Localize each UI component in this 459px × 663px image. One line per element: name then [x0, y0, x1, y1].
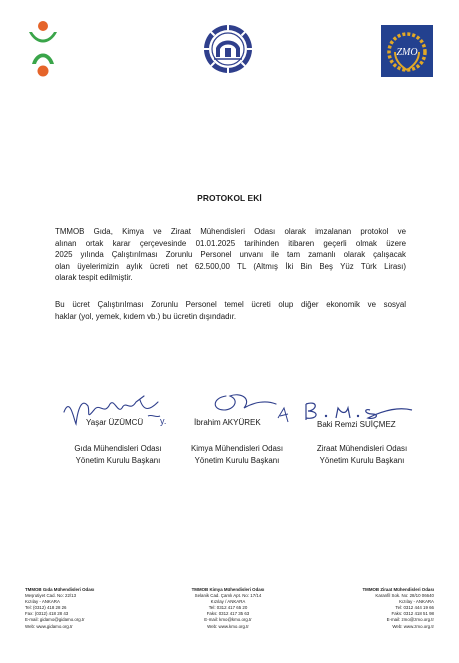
signatory-title-line: Yönetim Kurulu Başkanı	[194, 455, 280, 465]
signatory-title-line: Kimya Mühendisleri Odası	[190, 444, 284, 453]
signatory-name-2: İbrahim AKYÜREK	[194, 418, 261, 427]
footer-line: Selanik Cad. Çamlı Apt. No: 17/14	[194, 593, 262, 599]
paragraph-line: 2025 yılında Çalıştırılması Zorunlu Personel unvanı ile tam zamanlı olarak çalışacak	[55, 250, 406, 260]
footer-gida-contact	[25, 587, 94, 630]
paragraph-line: alınan ortak karar çerçevesinde 01.01.2025 tarihinden itibaren geçerli olmak üzere	[55, 238, 406, 248]
footer-line: Kızılay - ANKARA	[399, 599, 434, 605]
paragraph-2	[55, 299, 406, 322]
footer-line: Web: www.kmo.org.tr	[207, 623, 249, 629]
footer-org-name: Kimya Mühendisleri Odası	[209, 587, 265, 592]
footer-org-name: Gıda Mühendisleri Odası	[42, 587, 95, 592]
footer-ziraat-contact	[300, 587, 434, 630]
footer-line: Meşrutiyet Cad. No: 22/13	[25, 593, 77, 599]
zmo-logo-text: ZMO	[396, 47, 418, 58]
signatory-title-2	[171, 443, 303, 466]
signature-initial-1: y.	[160, 416, 167, 426]
footer-line: Kızılay - ANKARA	[25, 599, 60, 605]
footer-line: Web: www.gidamo.org.tr	[25, 623, 73, 629]
footer-line: Faks: 0312 418 51 98	[391, 611, 434, 617]
footer-org-name: Ziraat Mühendisleri Odası	[380, 587, 434, 592]
paragraph-line: Bu ücret Çalıştırılması Zorunlu Personel temel ücreti olup diğer ekonomik ve sosyal	[55, 300, 406, 309]
paragraph-line: olarak tespit edilmiştir.	[55, 273, 133, 283]
footer-line: Fax: (0312) 418 28 43	[25, 611, 69, 617]
signatory-title-1	[52, 443, 184, 466]
ziraat-muhendisleri-logo	[381, 25, 433, 77]
signatory-title-line: Gıda Mühendisleri Odası	[74, 444, 162, 453]
footer-line: E-mail: kmo@kmo.org.tr	[204, 617, 252, 623]
gida-muhendisleri-logo	[26, 20, 60, 78]
footer-line: E-mail: gidamo@gidamo.org.tr	[25, 617, 85, 623]
paragraph-1	[55, 226, 406, 284]
paragraph-line: TMMOB Gıda, Kimya ve Ziraat Mühendisleri Odası olarak imzalanan protokol ve	[55, 227, 406, 236]
footer-line: Tel: 0312 444 19 66	[395, 605, 434, 611]
footer-line: Kızılay / ANKARA	[210, 599, 246, 605]
paragraph-line: haklar (yol, yemek, kıdem vb.) bu ücretin dışındadır.	[55, 311, 237, 321]
footer-line: E-mail: zmo@zmo.org.tr	[386, 617, 434, 623]
signatory-name-3: Baki Remzi SUİÇMEZ	[317, 420, 396, 429]
footer-line: Web: www.zmo.org.tr	[392, 623, 434, 629]
signatory-name-1: Yaşar ÜZÜMCÜ	[86, 418, 144, 427]
footer-kimya-contact	[162, 587, 294, 630]
kimya-muhendisleri-logo	[203, 24, 253, 74]
paragraph-line: olan üyelerimizin aylık ücreti net 62.500,00 TL (Altmış İki Bin Beş Yüz Türk Lirası)	[55, 261, 406, 271]
footer-line: Karanfil Sok. No: 28/10 06640	[375, 593, 434, 599]
footer-line: Faks: 0312 417 35 63	[206, 611, 250, 617]
document-title: PROTOKOL EKİ	[197, 193, 262, 203]
footer-line: Tel: (0312) 418 28 26	[25, 605, 67, 611]
signatory-title-line: Yönetim Kurulu Başkanı	[319, 455, 405, 465]
signatory-title-3	[296, 443, 428, 466]
footer-line: Tel: 0312 417 65 20	[208, 605, 248, 611]
footer-org-prefix: TMMOB	[362, 587, 380, 592]
signatory-title-line: Yönetim Kurulu Başkanı	[75, 455, 161, 465]
footer-org-prefix: TMMOB	[25, 587, 42, 592]
footer-org-prefix: TMMOB	[191, 587, 209, 592]
signatory-title-line: Ziraat Mühendisleri Odası	[316, 444, 408, 453]
